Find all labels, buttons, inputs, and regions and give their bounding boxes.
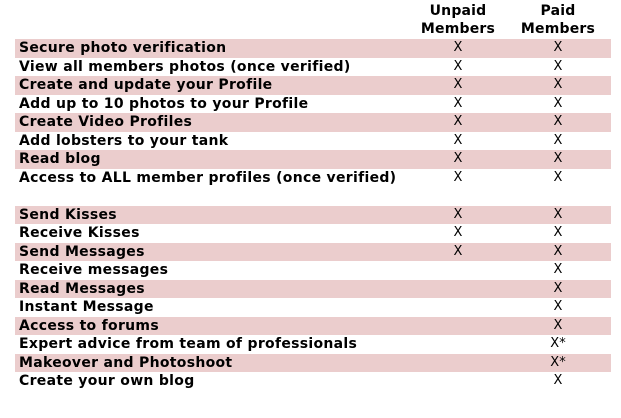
feature-label: Read Messages (19, 280, 145, 297)
table-row (15, 335, 611, 354)
paid-mark: X (553, 280, 563, 296)
paid-mark: X (553, 151, 563, 166)
paid-mark: X (553, 243, 563, 259)
feature-label: Secure photo verification (19, 40, 227, 56)
feature-label: Access to forums (19, 317, 159, 334)
unpaid-mark: X (453, 206, 463, 222)
unpaid-mark: X (453, 225, 463, 240)
table-row (15, 224, 611, 243)
feature-label: Add up to 10 photos to your Profile (19, 95, 309, 112)
feature-label: Add lobsters to your tank (19, 132, 229, 149)
paid-mark: X* (550, 336, 566, 351)
unpaid-members-header (408, 2, 508, 38)
feature-label: Send Messages (19, 243, 145, 260)
feature-label: Receive Kisses (19, 225, 140, 241)
unpaid-mark: X (453, 132, 463, 148)
paid-mark: X (553, 114, 563, 129)
unpaid-mark: X (453, 243, 463, 259)
unpaid-mark: X (453, 77, 463, 92)
unpaid-mark: X (453, 151, 463, 166)
paid-mark: X* (550, 354, 566, 370)
paid-mark: X (553, 299, 563, 314)
paid-header-line-1: Paid (540, 3, 576, 19)
table-row (15, 261, 611, 280)
feature-label: Read blog (19, 151, 101, 167)
table-row (15, 58, 611, 77)
feature-label: Create Video Profiles (19, 114, 193, 130)
paid-mark: X (553, 317, 563, 333)
feature-label: Create your own blog (19, 373, 195, 389)
unpaid-mark: X (453, 40, 463, 55)
feature-label: Send Kisses (19, 206, 117, 223)
unpaid-mark: X (453, 95, 463, 111)
table-row (15, 372, 611, 391)
feature-label: Expert advice from team of professionals (19, 336, 358, 352)
paid-mark: X (553, 95, 563, 111)
table-row (15, 243, 611, 262)
feature-label: Receive messages (19, 262, 169, 278)
feature-label: Makeover and Photoshoot (19, 354, 233, 371)
paid-mark: X (553, 58, 563, 74)
table-row (15, 76, 611, 95)
unpaid-mark: X (453, 58, 463, 74)
paid-mark: X (553, 132, 563, 148)
table-body (15, 39, 611, 391)
unpaid-mark: X (453, 114, 463, 129)
table-row (15, 113, 611, 132)
feature-label: Access to ALL member profiles (once verified) (19, 169, 397, 186)
paid-mark: X (553, 206, 563, 222)
paid-mark: X (553, 225, 563, 240)
table-row (15, 280, 611, 299)
paid-mark: X (553, 262, 563, 277)
feature-label: Create and update your Profile (19, 77, 273, 93)
table-row (15, 354, 611, 373)
table-row (15, 206, 611, 225)
table-row (15, 317, 611, 336)
table-row (15, 169, 611, 206)
membership-comparison-table (15, 2, 611, 391)
feature-label: View all members photos (once verified) (19, 58, 351, 75)
paid-header-line-2: Members (520, 21, 596, 37)
unpaid-header-line-2: Members (420, 21, 496, 37)
table-header (15, 2, 611, 39)
table-row (15, 95, 611, 114)
table-row (15, 39, 611, 58)
table-row (15, 150, 611, 169)
table-row (15, 298, 611, 317)
paid-mark: X (553, 40, 563, 55)
paid-mark: X (553, 373, 563, 388)
unpaid-header-line-1: Unpaid (429, 3, 487, 19)
table-row (15, 132, 611, 151)
paid-mark: X (553, 77, 563, 92)
paid-mark: X (553, 169, 563, 185)
paid-members-header (508, 2, 608, 38)
unpaid-mark: X (453, 169, 463, 185)
feature-label: Instant Message (19, 299, 154, 315)
